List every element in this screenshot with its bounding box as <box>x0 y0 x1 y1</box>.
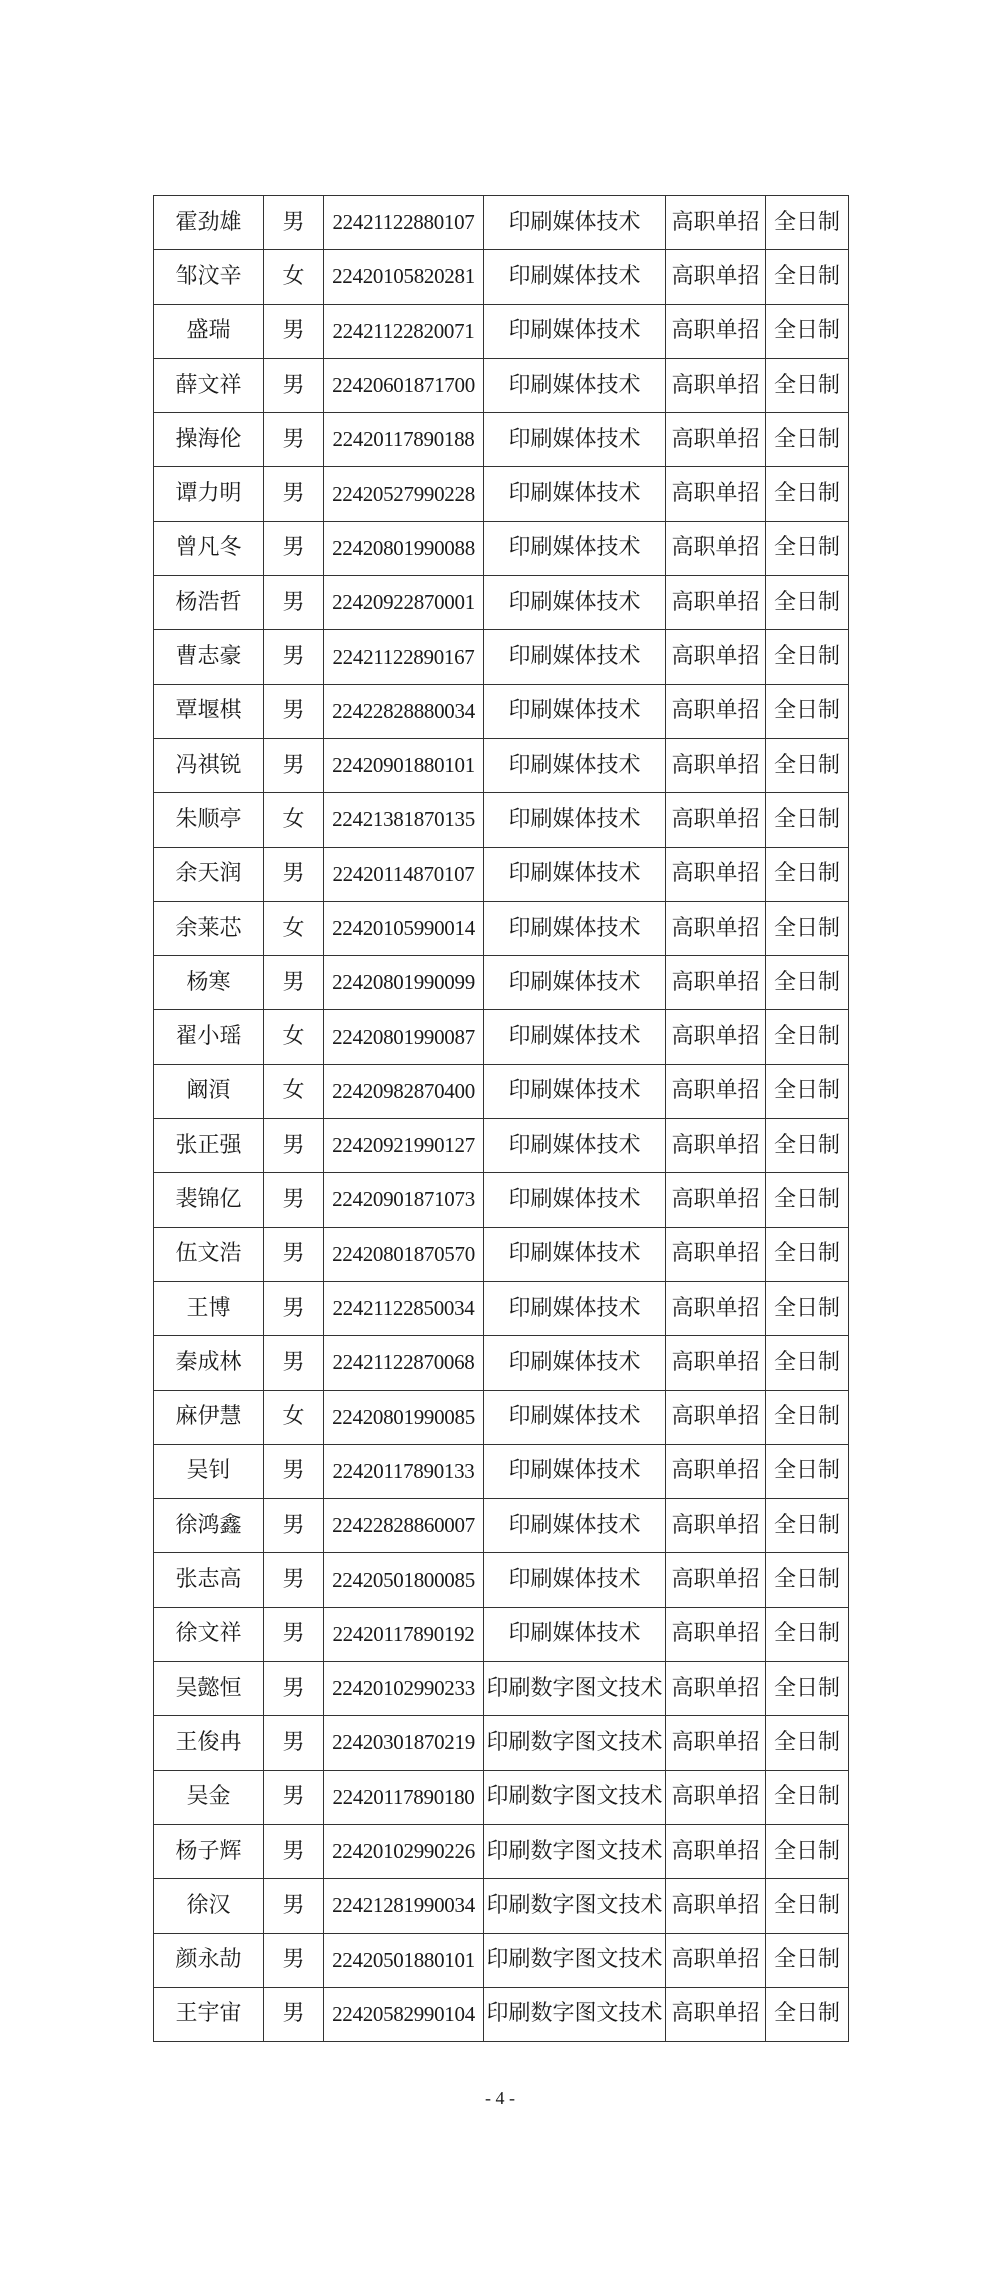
table-row <box>154 738 849 792</box>
major-cell: 印刷数字图文技术 <box>484 1879 666 1933</box>
gender-cell: 男 <box>264 467 324 521</box>
major-cell: 印刷数字图文技术 <box>484 1770 666 1824</box>
admission-type-cell: 高职单招 <box>666 738 766 792</box>
gender-cell: 女 <box>264 250 324 304</box>
student-name-cell: 徐文祥 <box>154 1607 264 1661</box>
study-mode-cell: 全日制 <box>766 1987 849 2041</box>
study-mode-cell: 全日制 <box>766 1444 849 1498</box>
table-row <box>154 1119 849 1173</box>
study-mode-cell: 全日制 <box>766 1770 849 1824</box>
exam-number-cell: 22420501880101 <box>324 1933 484 1987</box>
gender-cell: 男 <box>264 1770 324 1824</box>
gender-cell: 男 <box>264 358 324 412</box>
gender-cell: 男 <box>264 1444 324 1498</box>
gender-cell: 女 <box>264 1010 324 1064</box>
exam-number-cell: 22420982870400 <box>324 1064 484 1118</box>
table-row <box>154 1173 849 1227</box>
exam-number-cell: 22421122890167 <box>324 630 484 684</box>
admission-type-cell: 高职单招 <box>666 1716 766 1770</box>
major-cell: 印刷媒体技术 <box>484 1227 666 1281</box>
exam-number-cell: 22421122870068 <box>324 1336 484 1390</box>
student-name-cell: 覃堰棋 <box>154 684 264 738</box>
student-name-cell: 颜永劼 <box>154 1933 264 1987</box>
student-name-cell: 杨浩哲 <box>154 576 264 630</box>
gender-cell: 男 <box>264 1879 324 1933</box>
study-mode-cell: 全日制 <box>766 1607 849 1661</box>
student-name-cell: 阚湏 <box>154 1064 264 1118</box>
study-mode-cell: 全日制 <box>766 1879 849 1933</box>
major-cell: 印刷媒体技术 <box>484 1553 666 1607</box>
gender-cell: 女 <box>264 793 324 847</box>
table-row <box>154 1553 849 1607</box>
admission-type-cell: 高职单招 <box>666 521 766 575</box>
major-cell: 印刷数字图文技术 <box>484 1824 666 1878</box>
admission-type-cell: 高职单招 <box>666 793 766 847</box>
student-name-cell: 盛瑞 <box>154 304 264 358</box>
student-name-cell: 王博 <box>154 1281 264 1335</box>
table-row <box>154 1770 849 1824</box>
exam-number-cell: 22420117890192 <box>324 1607 484 1661</box>
student-name-cell: 张正强 <box>154 1119 264 1173</box>
study-mode-cell: 全日制 <box>766 576 849 630</box>
exam-number-cell: 22420102990226 <box>324 1824 484 1878</box>
table-row <box>154 358 849 412</box>
study-mode-cell: 全日制 <box>766 521 849 575</box>
study-mode-cell: 全日制 <box>766 358 849 412</box>
study-mode-cell: 全日制 <box>766 413 849 467</box>
major-cell: 印刷媒体技术 <box>484 1064 666 1118</box>
student-name-cell: 操海伦 <box>154 413 264 467</box>
study-mode-cell: 全日制 <box>766 956 849 1010</box>
gender-cell: 男 <box>264 413 324 467</box>
admission-type-cell: 高职单招 <box>666 1119 766 1173</box>
table-row <box>154 793 849 847</box>
table-row <box>154 1336 849 1390</box>
study-mode-cell: 全日制 <box>766 250 849 304</box>
enrollment-table <box>153 195 849 2042</box>
admission-type-cell: 高职单招 <box>666 304 766 358</box>
major-cell: 印刷媒体技术 <box>484 1010 666 1064</box>
major-cell: 印刷媒体技术 <box>484 847 666 901</box>
major-cell: 印刷媒体技术 <box>484 304 666 358</box>
major-cell: 印刷媒体技术 <box>484 793 666 847</box>
gender-cell: 男 <box>264 1987 324 2041</box>
student-name-cell: 裴锦亿 <box>154 1173 264 1227</box>
table-row <box>154 521 849 575</box>
exam-number-cell: 22420922870001 <box>324 576 484 630</box>
gender-cell: 男 <box>264 196 324 250</box>
gender-cell: 男 <box>264 1553 324 1607</box>
exam-number-cell: 22420901871073 <box>324 1173 484 1227</box>
admission-type-cell: 高职单招 <box>666 1770 766 1824</box>
admission-type-cell: 高职单招 <box>666 1824 766 1878</box>
gender-cell: 男 <box>264 576 324 630</box>
major-cell: 印刷媒体技术 <box>484 1336 666 1390</box>
table-row <box>154 956 849 1010</box>
table-row <box>154 1824 849 1878</box>
student-name-cell: 朱顺亭 <box>154 793 264 847</box>
gender-cell: 男 <box>264 1119 324 1173</box>
study-mode-cell: 全日制 <box>766 196 849 250</box>
table-row <box>154 684 849 738</box>
table-row <box>154 847 849 901</box>
study-mode-cell: 全日制 <box>766 847 849 901</box>
major-cell: 印刷媒体技术 <box>484 250 666 304</box>
exam-number-cell: 22420105990014 <box>324 901 484 955</box>
student-name-cell: 王宇宙 <box>154 1987 264 2041</box>
student-name-cell: 秦成林 <box>154 1336 264 1390</box>
gender-cell: 男 <box>264 1607 324 1661</box>
table-row <box>154 1010 849 1064</box>
student-name-cell: 吴懿恒 <box>154 1662 264 1716</box>
major-cell: 印刷媒体技术 <box>484 1173 666 1227</box>
student-name-cell: 吴金 <box>154 1770 264 1824</box>
major-cell: 印刷媒体技术 <box>484 358 666 412</box>
exam-number-cell: 22420102990233 <box>324 1662 484 1716</box>
study-mode-cell: 全日制 <box>766 1010 849 1064</box>
major-cell: 印刷数字图文技术 <box>484 1933 666 1987</box>
exam-number-cell: 22420501800085 <box>324 1553 484 1607</box>
exam-number-cell: 22420105820281 <box>324 250 484 304</box>
admission-type-cell: 高职单招 <box>666 1336 766 1390</box>
table-row <box>154 304 849 358</box>
major-cell: 印刷媒体技术 <box>484 1119 666 1173</box>
table-row <box>154 1390 849 1444</box>
exam-number-cell: 22420801990088 <box>324 521 484 575</box>
table-row <box>154 1499 849 1553</box>
admission-type-cell: 高职单招 <box>666 467 766 521</box>
table-row <box>154 1879 849 1933</box>
study-mode-cell: 全日制 <box>766 1064 849 1118</box>
major-cell: 印刷媒体技术 <box>484 1444 666 1498</box>
exam-number-cell: 22421381870135 <box>324 793 484 847</box>
study-mode-cell: 全日制 <box>766 630 849 684</box>
student-name-cell: 王俊冉 <box>154 1716 264 1770</box>
gender-cell: 男 <box>264 847 324 901</box>
admission-type-cell: 高职单招 <box>666 1499 766 1553</box>
major-cell: 印刷媒体技术 <box>484 1607 666 1661</box>
exam-number-cell: 22420117890188 <box>324 413 484 467</box>
study-mode-cell: 全日制 <box>766 304 849 358</box>
admission-type-cell: 高职单招 <box>666 196 766 250</box>
student-name-cell: 余莱芯 <box>154 901 264 955</box>
exam-number-cell: 22420801870570 <box>324 1227 484 1281</box>
student-name-cell: 余天润 <box>154 847 264 901</box>
major-cell: 印刷媒体技术 <box>484 630 666 684</box>
exam-number-cell: 22421122820071 <box>324 304 484 358</box>
admission-type-cell: 高职单招 <box>666 1444 766 1498</box>
exam-number-cell: 22422828860007 <box>324 1499 484 1553</box>
study-mode-cell: 全日制 <box>766 1553 849 1607</box>
exam-number-cell: 22420801990085 <box>324 1390 484 1444</box>
major-cell: 印刷媒体技术 <box>484 521 666 575</box>
exam-number-cell: 22422828880034 <box>324 684 484 738</box>
table-row <box>154 1662 849 1716</box>
student-name-cell: 伍文浩 <box>154 1227 264 1281</box>
gender-cell: 男 <box>264 1662 324 1716</box>
admission-type-cell: 高职单招 <box>666 1010 766 1064</box>
admission-type-cell: 高职单招 <box>666 1390 766 1444</box>
table-row <box>154 250 849 304</box>
admission-type-cell: 高职单招 <box>666 576 766 630</box>
admission-type-cell: 高职单招 <box>666 1933 766 1987</box>
exam-number-cell: 22420601871700 <box>324 358 484 412</box>
major-cell: 印刷数字图文技术 <box>484 1662 666 1716</box>
admission-type-cell: 高职单招 <box>666 630 766 684</box>
student-name-cell: 徐鸿鑫 <box>154 1499 264 1553</box>
study-mode-cell: 全日制 <box>766 793 849 847</box>
exam-number-cell: 22420527990228 <box>324 467 484 521</box>
major-cell: 印刷媒体技术 <box>484 1390 666 1444</box>
student-name-cell: 杨寒 <box>154 956 264 1010</box>
exam-number-cell: 22420301870219 <box>324 1716 484 1770</box>
table-row <box>154 1607 849 1661</box>
study-mode-cell: 全日制 <box>766 1336 849 1390</box>
study-mode-cell: 全日制 <box>766 1824 849 1878</box>
exam-number-cell: 22420117890133 <box>324 1444 484 1498</box>
exam-number-cell: 22420582990104 <box>324 1987 484 2041</box>
student-name-cell: 薛文祥 <box>154 358 264 412</box>
table-row <box>154 1064 849 1118</box>
gender-cell: 男 <box>264 1173 324 1227</box>
admission-type-cell: 高职单招 <box>666 1607 766 1661</box>
admission-type-cell: 高职单招 <box>666 684 766 738</box>
study-mode-cell: 全日制 <box>766 1933 849 1987</box>
gender-cell: 男 <box>264 1281 324 1335</box>
gender-cell: 男 <box>264 1716 324 1770</box>
gender-cell: 男 <box>264 1499 324 1553</box>
exam-number-cell: 22421281990034 <box>324 1879 484 1933</box>
table-row <box>154 196 849 250</box>
major-cell: 印刷媒体技术 <box>484 576 666 630</box>
student-name-cell: 霍劲雄 <box>154 196 264 250</box>
table-row <box>154 1716 849 1770</box>
gender-cell: 男 <box>264 1933 324 1987</box>
table-row <box>154 901 849 955</box>
study-mode-cell: 全日制 <box>766 1119 849 1173</box>
major-cell: 印刷媒体技术 <box>484 467 666 521</box>
exam-number-cell: 22420801990099 <box>324 956 484 1010</box>
admission-type-cell: 高职单招 <box>666 1553 766 1607</box>
exam-number-cell: 22420921990127 <box>324 1119 484 1173</box>
table-row <box>154 1227 849 1281</box>
student-name-cell: 邹汶辛 <box>154 250 264 304</box>
study-mode-cell: 全日制 <box>766 1662 849 1716</box>
study-mode-cell: 全日制 <box>766 1173 849 1227</box>
admission-type-cell: 高职单招 <box>666 413 766 467</box>
admission-type-cell: 高职单招 <box>666 1173 766 1227</box>
major-cell: 印刷媒体技术 <box>484 901 666 955</box>
gender-cell: 女 <box>264 1064 324 1118</box>
gender-cell: 男 <box>264 738 324 792</box>
major-cell: 印刷数字图文技术 <box>484 1987 666 2041</box>
study-mode-cell: 全日制 <box>766 1499 849 1553</box>
student-name-cell: 谭力明 <box>154 467 264 521</box>
exam-number-cell: 22420114870107 <box>324 847 484 901</box>
table-row <box>154 1933 849 1987</box>
admission-type-cell: 高职单招 <box>666 1064 766 1118</box>
gender-cell: 女 <box>264 901 324 955</box>
study-mode-cell: 全日制 <box>766 738 849 792</box>
student-name-cell: 吴钊 <box>154 1444 264 1498</box>
gender-cell: 男 <box>264 956 324 1010</box>
table-row <box>154 1987 849 2041</box>
major-cell: 印刷媒体技术 <box>484 684 666 738</box>
major-cell: 印刷媒体技术 <box>484 956 666 1010</box>
study-mode-cell: 全日制 <box>766 1716 849 1770</box>
exam-number-cell: 22420117890180 <box>324 1770 484 1824</box>
gender-cell: 男 <box>264 521 324 575</box>
gender-cell: 男 <box>264 1824 324 1878</box>
student-name-cell: 冯祺锐 <box>154 738 264 792</box>
student-name-cell: 曾凡冬 <box>154 521 264 575</box>
table-row <box>154 1444 849 1498</box>
admission-type-cell: 高职单招 <box>666 901 766 955</box>
exam-number-cell: 22421122850034 <box>324 1281 484 1335</box>
study-mode-cell: 全日制 <box>766 1227 849 1281</box>
major-cell: 印刷数字图文技术 <box>484 1716 666 1770</box>
table-row <box>154 630 849 684</box>
admission-type-cell: 高职单招 <box>666 1281 766 1335</box>
admission-type-cell: 高职单招 <box>666 1987 766 2041</box>
admission-type-cell: 高职单招 <box>666 1662 766 1716</box>
exam-number-cell: 22421122880107 <box>324 196 484 250</box>
gender-cell: 男 <box>264 1227 324 1281</box>
student-name-cell: 张志高 <box>154 1553 264 1607</box>
exam-number-cell: 22420901880101 <box>324 738 484 792</box>
admission-type-cell: 高职单招 <box>666 956 766 1010</box>
gender-cell: 男 <box>264 684 324 738</box>
enrollment-table-body <box>154 196 849 2042</box>
major-cell: 印刷媒体技术 <box>484 1499 666 1553</box>
student-name-cell: 麻伊慧 <box>154 1390 264 1444</box>
gender-cell: 男 <box>264 1336 324 1390</box>
admission-type-cell: 高职单招 <box>666 847 766 901</box>
table-row <box>154 413 849 467</box>
page-number: - 4 - <box>485 2088 515 2108</box>
exam-number-cell: 22420801990087 <box>324 1010 484 1064</box>
study-mode-cell: 全日制 <box>766 1390 849 1444</box>
study-mode-cell: 全日制 <box>766 1281 849 1335</box>
student-name-cell: 翟小瑶 <box>154 1010 264 1064</box>
admission-type-cell: 高职单招 <box>666 250 766 304</box>
table-row <box>154 467 849 521</box>
table-row <box>154 576 849 630</box>
student-name-cell: 徐汉 <box>154 1879 264 1933</box>
admission-type-cell: 高职单招 <box>666 358 766 412</box>
major-cell: 印刷媒体技术 <box>484 738 666 792</box>
study-mode-cell: 全日制 <box>766 467 849 521</box>
major-cell: 印刷媒体技术 <box>484 1281 666 1335</box>
major-cell: 印刷媒体技术 <box>484 413 666 467</box>
admission-type-cell: 高职单招 <box>666 1879 766 1933</box>
admission-type-cell: 高职单招 <box>666 1227 766 1281</box>
student-name-cell: 曹志豪 <box>154 630 264 684</box>
gender-cell: 男 <box>264 630 324 684</box>
table-row <box>154 1281 849 1335</box>
gender-cell: 女 <box>264 1390 324 1444</box>
major-cell: 印刷媒体技术 <box>484 196 666 250</box>
study-mode-cell: 全日制 <box>766 684 849 738</box>
study-mode-cell: 全日制 <box>766 901 849 955</box>
gender-cell: 男 <box>264 304 324 358</box>
student-name-cell: 杨子辉 <box>154 1824 264 1878</box>
